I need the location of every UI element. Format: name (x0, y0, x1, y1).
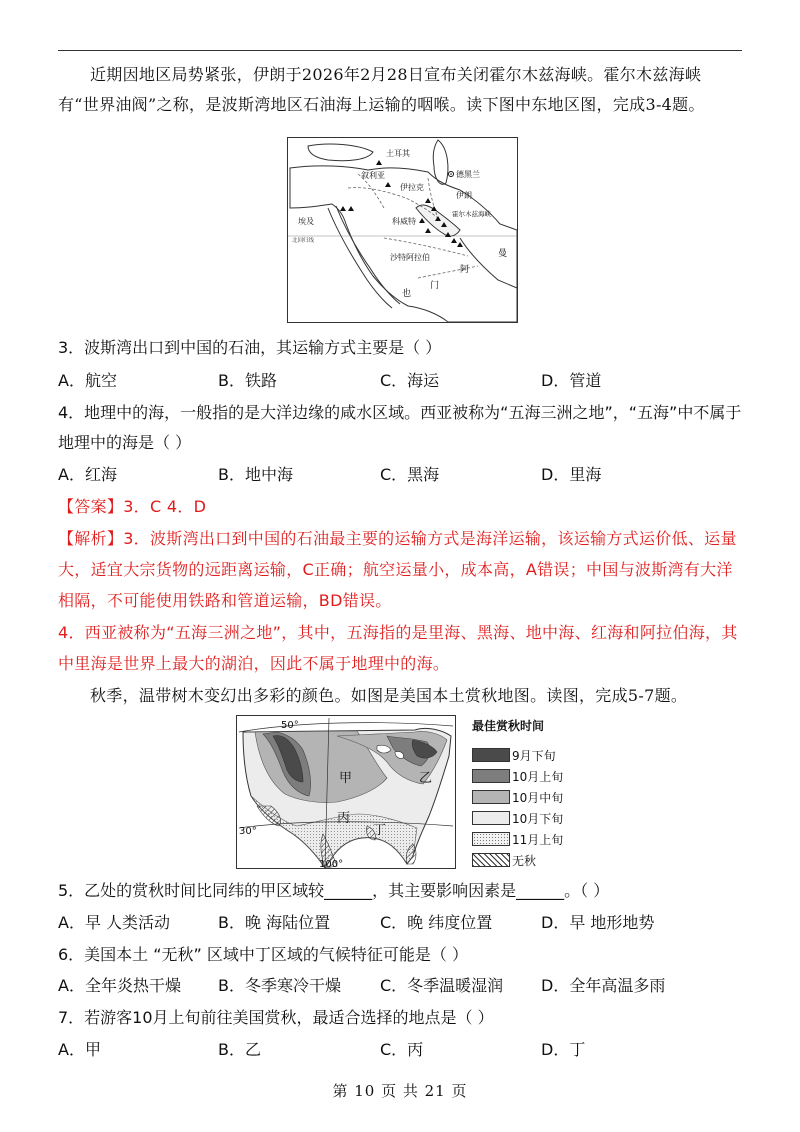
legend-title: 最佳赏秋时间 (472, 719, 545, 733)
question-5-options (58, 908, 742, 938)
legend-label: 无秋 (512, 854, 537, 868)
q3-option-a[interactable]: A．航空 (58, 371, 117, 390)
q7-option-b[interactable]: B．乙 (218, 1040, 261, 1059)
middle-east-map (287, 137, 518, 323)
question-3-options (58, 366, 742, 396)
label-tehran: 德黑兰 (456, 170, 480, 179)
label-iraq: 伊拉克 (400, 183, 424, 192)
legend-swatch (472, 832, 510, 846)
q6-option-b[interactable]: B．冬季寒冷干燥 (218, 976, 341, 995)
label-kuwait: 科威特 (392, 217, 416, 226)
label-egypt: 埃及 (298, 217, 314, 226)
question-4-options (58, 460, 742, 490)
label-hormuz: 霍尔木兹海峡 (452, 210, 491, 218)
q3-option-b[interactable]: B．铁路 (218, 371, 277, 390)
q4-option-a[interactable]: A．红海 (58, 465, 117, 484)
legend-label: 10月上旬 (512, 770, 564, 784)
legend-label: 10月下旬 (512, 812, 564, 826)
us-map-lon-100: 100° (319, 859, 344, 868)
q4-option-d[interactable]: D．里海 (541, 465, 602, 484)
middle-east-map-svg (288, 138, 517, 322)
us-map-label-jia: 甲 (339, 771, 353, 786)
label-turkey: 土耳其 (386, 149, 410, 158)
analysis-4: 4．西亚被称为“五海三洲之地”，其中，五海指的是里海、黑海、地中海、红海和阿拉伯海，其中里海是世界上最大的湖泊，因此不属于地理中的海。 (58, 623, 738, 673)
question-6-options (58, 971, 742, 1001)
analysis-3: 【解析】3．波斯湾出口到中国的石油最主要的运输方式是海洋运输，该运输方式运价低、运量大，适宜大宗货物的远距离运输，C正确；航空运量小，成本高，A错误；中国与波斯湾有大洋相隔，不可能使用铁路和管道运输，BD错误。 (58, 529, 737, 610)
label-men: 门 (430, 281, 440, 291)
q6-option-d[interactable]: D．全年高温多雨 (541, 976, 666, 995)
q7-option-d[interactable]: D．丁 (541, 1040, 586, 1059)
legend-label: 10月中旬 (512, 791, 564, 805)
question-7-options (58, 1035, 742, 1065)
q7-option-c[interactable]: C．丙 (380, 1040, 424, 1059)
us-map-label-bing: 丙 (337, 811, 351, 826)
question-4-stem: 4．地理中的海，一般指的是大洋边缘的咸水区域。西亚被称为“五海三洲之地”，“五海”中不属于地理中的海是（ ） (58, 403, 742, 452)
label-tropic: 北回归线 (292, 238, 315, 244)
label-a: 阿 (460, 265, 470, 275)
label-saudi: 沙特阿拉伯 (390, 253, 430, 262)
answer-line: 【答案】3．C 4．D (58, 497, 207, 516)
intro-paragraph-2: 秋季，温带树木变幻出多彩的颜色。如图是美国本土赏秋地图。读图，完成5-7题。 (90, 686, 688, 705)
q5-option-a[interactable]: A．早 人类活动 (58, 913, 171, 932)
us-map-lat-30: 30° (239, 826, 257, 837)
legend-label: 11月上旬 (512, 833, 564, 847)
legend-swatch (472, 790, 510, 804)
q6-option-c[interactable]: C．冬季温暖湿润 (380, 976, 504, 995)
q5-option-d[interactable]: D．早 地形地势 (541, 913, 655, 932)
question-7-stem: 7．若游客10月上旬前往美国赏秋，最适合选择的地点是（ ） (58, 1008, 494, 1027)
question-3-stem: 3．波斯湾出口到中国的石油，其运输方式主要是（ ） (58, 338, 442, 357)
legend-swatch (472, 853, 510, 867)
us-map-label-ding: 丁 (373, 823, 387, 838)
us-autumn-map (236, 715, 456, 869)
intro-paragraph-1: 近期因地区局势紧张，伊朗于2026年2月28日宣布关闭霍尔木兹海峡。霍尔木兹海峡有“世界油阀”之称，是波斯湾地区石油海上运输的咽喉。读下图中东地区图，完成3-4题。 (58, 65, 705, 114)
us-autumn-map-svg (237, 716, 455, 868)
label-man: 曼 (498, 249, 508, 259)
question-5-stem: 5．乙处的赏秋时间比同纬的甲区域较______，其主要影响因素是______。（ ） (58, 881, 610, 900)
us-map-label-yi: 乙 (419, 771, 433, 786)
us-map-legend (472, 718, 582, 868)
question-6-stem: 6．美国本土 “无秋” 区域中丁区域的气候特征可能是（ ） (58, 945, 469, 964)
q5-option-c[interactable]: C．晚 纬度位置 (380, 913, 493, 932)
q4-option-b[interactable]: B．地中海 (218, 465, 293, 484)
q5-option-b[interactable]: B．晚 海陆位置 (218, 913, 331, 932)
legend-swatch (472, 748, 510, 762)
label-ye: 也 (402, 289, 412, 299)
q3-option-d[interactable]: D．管道 (541, 371, 602, 390)
label-syria: 叙利亚 (361, 171, 385, 180)
us-map-lat-50: 50° (281, 720, 299, 731)
page-footer: 第 10 页 共 21 页 (332, 1082, 468, 1100)
q6-option-a[interactable]: A．全年炎热干燥 (58, 976, 181, 995)
label-iran: 伊朗 (456, 191, 472, 200)
legend-swatch (472, 769, 510, 783)
legend-swatch (472, 811, 510, 825)
q3-option-c[interactable]: C．海运 (380, 371, 440, 390)
q7-option-a[interactable]: A．甲 (58, 1040, 101, 1059)
legend-label: 9月下旬 (512, 749, 556, 763)
q4-option-c[interactable]: C．黑海 (380, 465, 440, 484)
header-rule (58, 50, 742, 51)
